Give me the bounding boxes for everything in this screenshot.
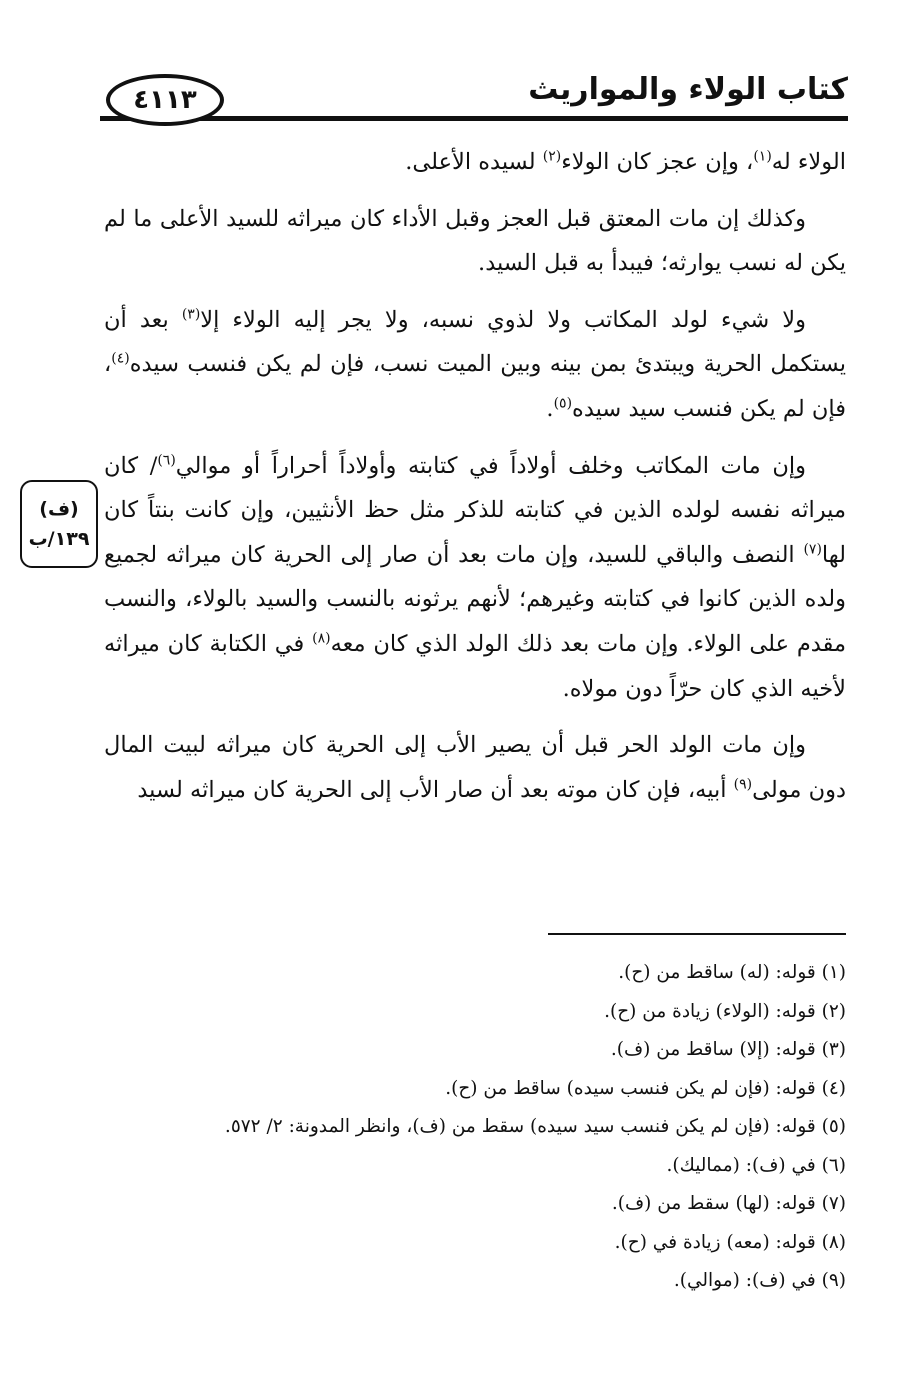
footnote-ref[interactable]: (٤) xyxy=(111,350,130,367)
paragraph-5 xyxy=(104,723,846,812)
text-run: أبيه، فإن كان موته بعد أن صار الأب إلى الحرية كان ميراثه لسيد xyxy=(137,776,734,803)
footnote-4: (٤) قوله: (فإن لم يكن فنسب سيده) ساقط من (ح). xyxy=(445,1077,846,1099)
footnote-ref[interactable]: (٦) xyxy=(157,452,176,469)
footnotes xyxy=(104,954,846,1301)
text-run: ولا شيء لولد المكاتب ولا لذوي نسبه، ولا يجر إليه الولاء إلا xyxy=(200,306,806,333)
footnote-ref[interactable]: (١) xyxy=(753,148,772,165)
text-run: بعد أن يستكمل الحرية ويبتدئ بمن بينه وبين الميت نسب، فإن لم يكن فنسب سيده xyxy=(104,306,846,378)
folio-source: (ف) xyxy=(39,498,79,520)
text-run: الولاء له xyxy=(771,149,846,175)
text-run: النصف والباقي للسيد، وإن مات بعد أن صار إلى الحرية كان ميراثه لجميع ولده الذين كانوا في كتابته وغيرهم؛ لأنهم يرثونه بالنسب والسيد بالولاء، والنسب مقدم على الولاء. وإن مات بعد ذلك الولد الذي كان معه xyxy=(104,541,846,657)
page-number: ٤١١٣ xyxy=(106,74,224,126)
text-run: ، وإن عجز كان الولاء xyxy=(561,149,754,175)
footnote-1: (١) قوله: (له) ساقط من (ح). xyxy=(618,962,846,983)
folio-number: ١٣٩/ب xyxy=(28,528,90,550)
footnote-ref[interactable]: (٩) xyxy=(733,776,753,793)
text-run: وكذلك إن مات المعتق قبل العجز وقبل الأداء كان ميراثه للسيد الأعلى ما لم يكن له نسب يوارثه؛ فيبدأ به قبل السيد. xyxy=(104,205,846,277)
footnote-9: (٩) في (ف): (موالي). xyxy=(673,1270,846,1291)
footnote-3: (٣) قوله: (إلا) ساقط من (ف). xyxy=(610,1039,846,1060)
footnote-ref[interactable]: (٧) xyxy=(803,541,822,558)
text-run: في الكتابة كان ميراثه لأخيه الذي كان حرّاً دون مولاه. xyxy=(104,630,846,702)
footnote-ref[interactable]: (٥) xyxy=(553,395,573,412)
paragraph-1 xyxy=(104,140,846,185)
page-header xyxy=(100,62,848,126)
text-run: / كان ميراثه نفسه لولده الذين في كتابته للذكر مثل حظ الأنثيين، وإن كانت بنتاً كان لها xyxy=(104,452,846,568)
footnote-ref[interactable]: (٨) xyxy=(312,630,331,647)
text-run: ، فإن لم يكن فنسب سيد سيده xyxy=(104,351,846,422)
text-run: . xyxy=(546,395,554,422)
footnote-7: (٧) قوله: (لها) سقط من (ف). xyxy=(611,1193,846,1214)
footnote-5: (٥) قوله: (فإن لم يكن فنسب سيد سيده) سقط من (ف)، وانظر المدونة: ٢/ ٥٧٢. xyxy=(224,1116,846,1137)
footnote-6: (٦) في (ف): (مماليك). xyxy=(666,1154,846,1176)
text-run: وإن مات الولد الحر قبل أن يصير الأب إلى الحرية كان ميراثه لبيت المال دون مولى xyxy=(104,732,846,803)
running-title: كتاب الولاء والمواريث xyxy=(528,71,848,107)
footnote-8: (٨) قوله: (معه) زيادة في (ح). xyxy=(614,1231,846,1253)
footnote-ref[interactable]: (٢) xyxy=(542,148,562,165)
paragraph-2 xyxy=(104,197,846,286)
manuscript-folio-note xyxy=(20,480,98,568)
header-rule xyxy=(100,116,848,121)
paragraph-3 xyxy=(104,298,846,432)
footnote-ref[interactable]: (٣) xyxy=(181,306,201,323)
footnote-2: (٢) قوله: (الولاء) زيادة من (ح). xyxy=(604,1000,846,1022)
text-run: لسيده الأعلى. xyxy=(405,149,543,175)
paragraph-4 xyxy=(104,444,846,712)
main-text xyxy=(104,140,846,824)
footnote-separator xyxy=(548,933,846,935)
text-run: وإن مات المكاتب وخلف أولاداً في كتابته وأولاداً أحراراً أو موالي xyxy=(175,452,806,479)
